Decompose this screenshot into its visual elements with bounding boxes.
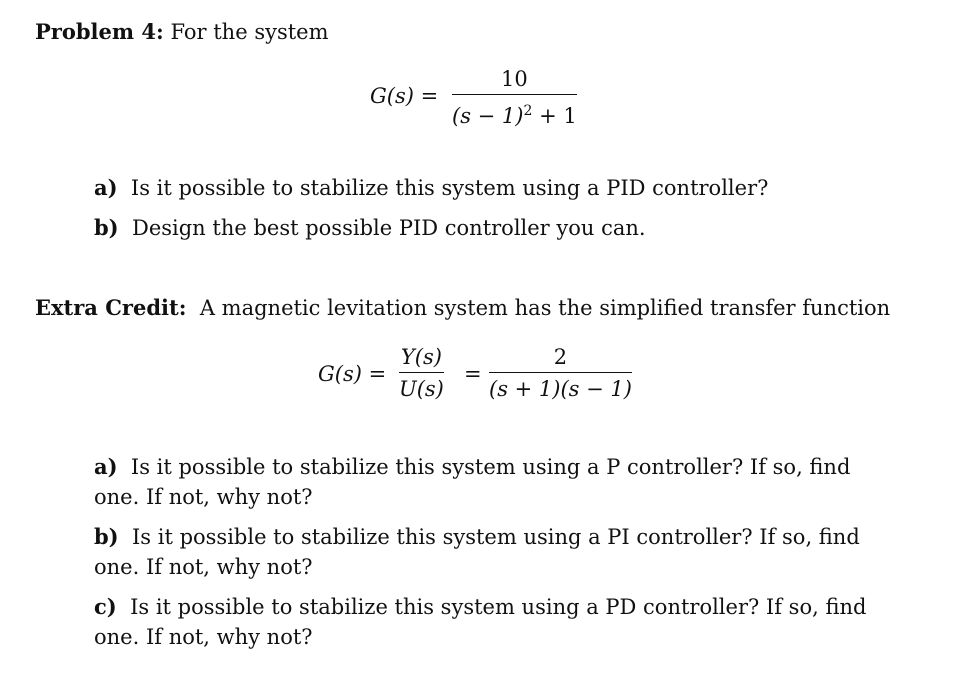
extra-item-c: c) Is it possible to stabilize this system using a PD controller? If so, find one. If not, why not? [94, 594, 867, 649]
fraction-bar [399, 372, 444, 373]
problem-4-equation-lhs: G(s) = [370, 84, 439, 108]
extra-equation-lhs: G(s) = [318, 362, 387, 386]
extra-fraction-2 [489, 344, 632, 402]
fraction-bar [489, 372, 632, 373]
extra-denominator-1: U(s) [399, 377, 444, 401]
extra-credit-heading: Extra Credit: [35, 295, 187, 320]
extra-numerator-2: 2 [553, 345, 568, 369]
fraction-bar [452, 94, 577, 95]
extra-credit-heading-line [35, 295, 890, 320]
problem-4-fraction [452, 66, 577, 129]
extra-item-a: a) Is it possible to stabilize this system using a P controller? If so, find one. If not, why not? [94, 454, 851, 509]
problem-4-numerator: 10 [500, 67, 528, 91]
extra-fraction-1 [399, 344, 444, 402]
extra-credit-intro: A magnetic levitation system has the simplified transfer function [199, 296, 891, 320]
extra-numerator-1: Y(s) [400, 345, 442, 369]
problem-4-heading-line [35, 19, 329, 44]
problem-4-denominator: $(s - 1)^2 + 1$ [452, 103, 577, 128]
extra-item-b: b) Is it possible to stabilize this system using a PI controller? If so, find one. If not, why not? [94, 524, 860, 579]
problem-4-intro: For the system [170, 20, 329, 44]
extra-equals: = [464, 362, 482, 386]
problem-4-item-a: a) Is it possible to stabilize this system using a PID controller? [94, 175, 769, 200]
problem-4-heading: Problem 4: [35, 19, 164, 44]
extra-denominator-2: (s + 1)(s − 1) [489, 377, 632, 401]
problem-4-item-b: b) Design the best possible PID controller you can. [94, 215, 646, 240]
